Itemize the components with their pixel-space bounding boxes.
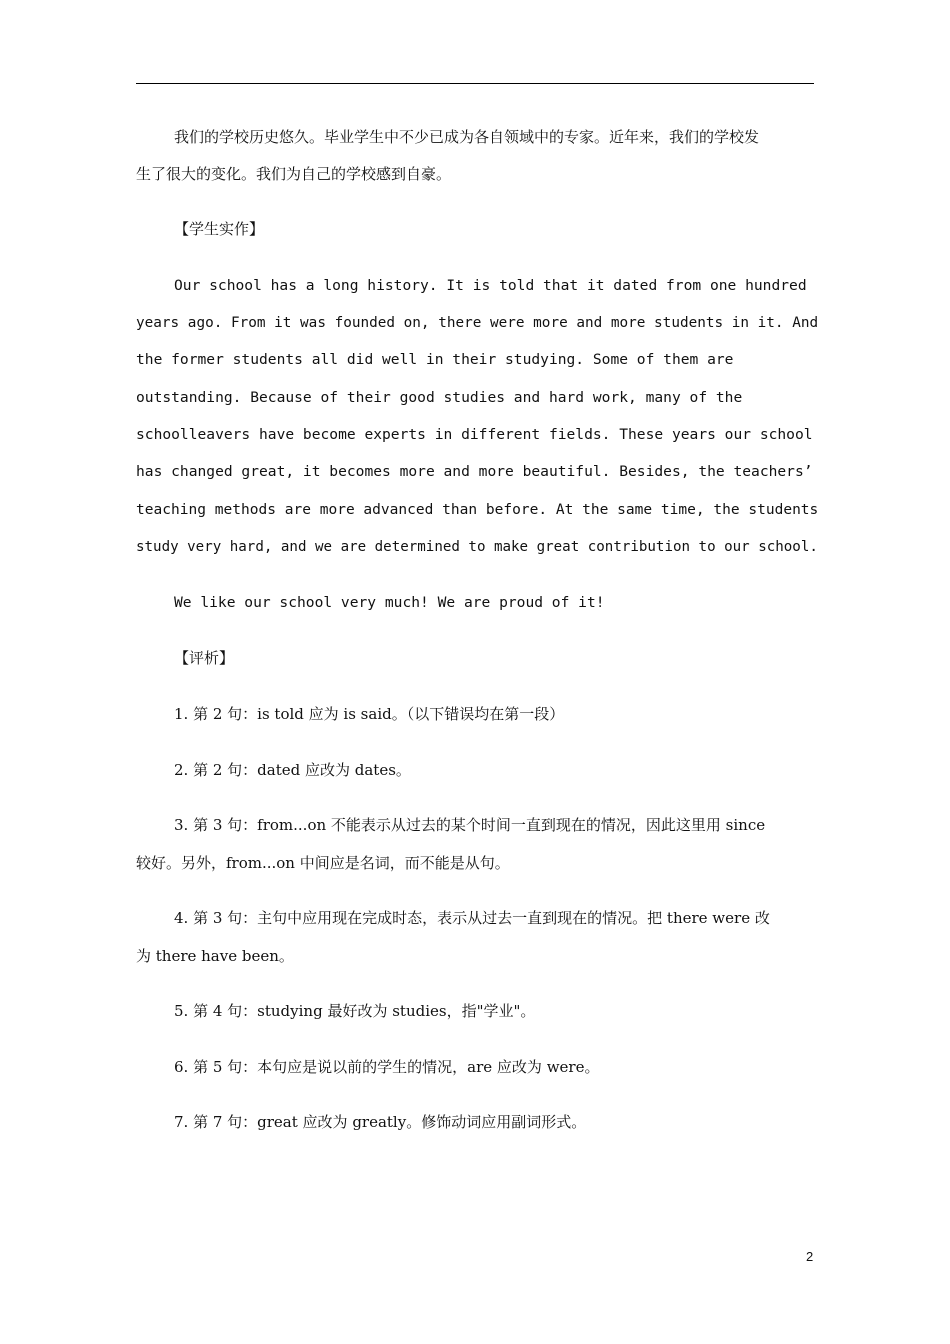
- analysis-item-5: 5. 第 4 句：studying 最好改为 studies，指"学业"。: [174, 1002, 536, 1020]
- analysis-item-4-line-1: 4. 第 3 句：主句中应用现在完成时态，表示从过去一直到现在的情况。把 there were 改: [174, 909, 770, 927]
- essay-line: outstanding. Because of their good studies and hard work, many of the: [136, 389, 743, 406]
- analysis-item-1: 1. 第 2 句：is told 应为 is said。（以下错误均在第一段）: [174, 705, 565, 723]
- intro-line-2: 生了很大的变化。我们为自己的学校感到自豪。: [136, 165, 452, 183]
- essay-closing: We like our school very much! We are proud of it!: [174, 594, 605, 611]
- analysis-item-3-line-2: 较好。另外，from...on 中间应是名词，而不能是从句。: [136, 854, 510, 872]
- analysis-item-3-line-1: 3. 第 3 句：from...on 不能表示从过去的某个时间一直到现在的情况，因此这里用 since: [174, 816, 766, 834]
- essay-line: schoolleavers have become experts in different fields. These years our school: [136, 426, 813, 443]
- essay-line: Our school has a long history. It is told that it dated from one hundred: [174, 277, 807, 294]
- student-heading: 【学生实作】: [174, 220, 265, 238]
- essay-line: study very hard, and we are determined to make great contribution to our school.: [136, 538, 818, 555]
- essay-line: the former students all did well in their studying. Some of them are: [136, 351, 734, 368]
- analysis-heading: 【评析】: [174, 649, 235, 667]
- analysis-item-2: 2. 第 2 句：dated 应改为 dates。: [174, 761, 411, 779]
- analysis-item-6: 6. 第 5 句：本句应是说以前的学生的情况，are 应改为 were。: [174, 1058, 600, 1076]
- essay-line: years ago. From it was founded on, there were more and more students in it. And: [136, 314, 819, 331]
- analysis-item-7: 7. 第 7 句：great 应改为 greatly。修饰动词应用副词形式。: [174, 1113, 587, 1131]
- page-number: 2: [806, 1249, 814, 1264]
- analysis-item-4-line-2: 为 there have been。: [136, 947, 294, 965]
- essay-line: teaching methods are more advanced than before. At the same time, the students: [136, 501, 819, 518]
- intro-line-1: 我们的学校历史悠久。毕业学生中不少已成为各自领域中的专家。近年来，我们的学校发: [174, 128, 760, 146]
- header-rule: [136, 83, 814, 84]
- essay-line: has changed great, it becomes more and more beautiful. Besides, the teachers’: [136, 463, 813, 480]
